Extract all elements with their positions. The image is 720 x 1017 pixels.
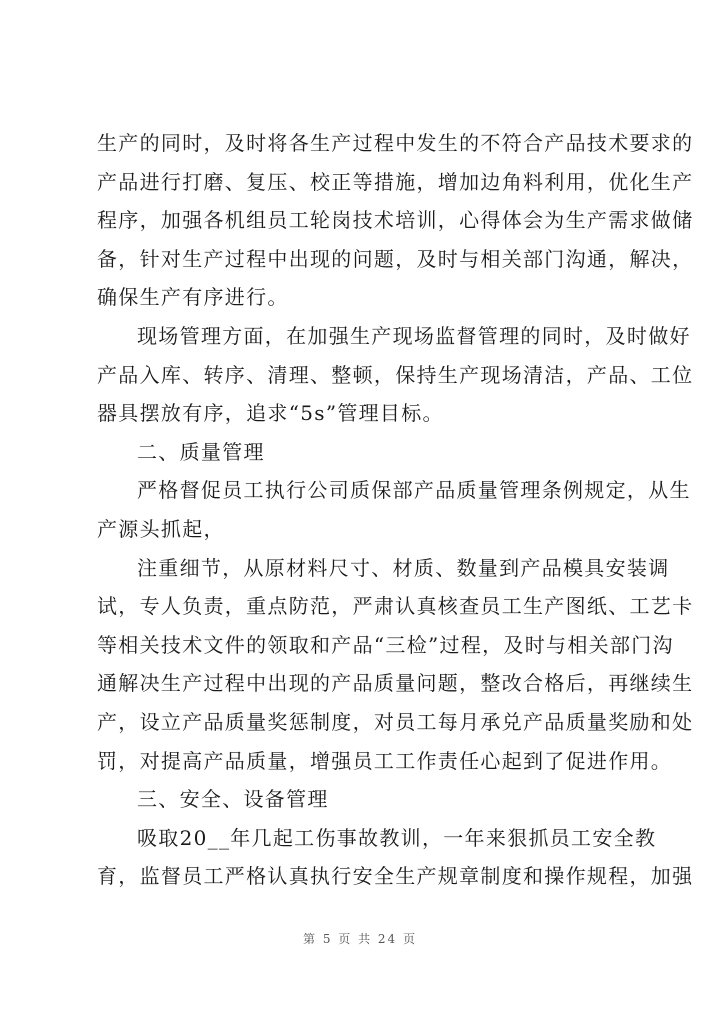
text-line: 程序，加强各机组员工轮岗技术培训，心得体会为生产需求做储	[97, 208, 694, 233]
document-body	[97, 124, 694, 896]
paragraph-start-line: 吸取20__年几起工伤事故教训，一年来狠抓员工安全教	[137, 825, 657, 850]
text-line: 产品入库、转序、清理、整顿，保持生产现场清洁，产品、工位	[97, 362, 694, 387]
text-line: 器具摆放有序，追求“5s”管理目标。	[97, 401, 444, 426]
text-line: 育，监督员工严格认真执行安全生产规章制度和操作规程，加强	[97, 864, 694, 889]
text-line: 确保生产有序进行。	[97, 285, 289, 310]
text-line: 试，专人负责，重点防范，严肃认真核查员工生产图纸、工艺卡	[97, 594, 694, 619]
text-line: 产源头抓起，	[97, 516, 225, 541]
text-line: 生产的同时，及时将各生产过程中发生的不符合产品技术要求的	[97, 131, 694, 155]
text-line: 产品进行打磨、复压、校正等措施，增加边角料利用，优化生产	[97, 169, 694, 194]
text-line: 备，针对生产过程中出现的问题，及时与相关部门沟通，解决，	[97, 246, 694, 271]
section-heading-quality: 二、质量管理	[137, 439, 265, 464]
paragraph-start-line: 现场管理方面，在加强生产现场监督管理的同时，及时做好	[137, 323, 691, 348]
paragraph-start-line: 注重细节，从原材料尺寸、材质、数量到产品模具安装调	[137, 555, 670, 580]
text-line: 罚，对提高产品质量，增强员工工作责任心起到了促进作用。	[97, 748, 673, 773]
text-line: 通解决生产过程中出现的产品质量问题，整改合格后，再继续生	[97, 671, 694, 696]
text-line: 等相关技术文件的领取和产品“三检”过程，及时与相关部门沟	[97, 632, 674, 657]
section-heading-safety: 三、安全、设备管理	[137, 787, 329, 812]
page-number-footer: 第 5 页 共 24 页	[303, 932, 417, 946]
text-line: 产，设立产品质量奖惩制度，对员工每月承兑产品质量奖励和处	[97, 709, 694, 734]
paragraph-start-line: 严格督促员工执行公司质保部产品质量管理条例规定，从生	[137, 478, 691, 503]
